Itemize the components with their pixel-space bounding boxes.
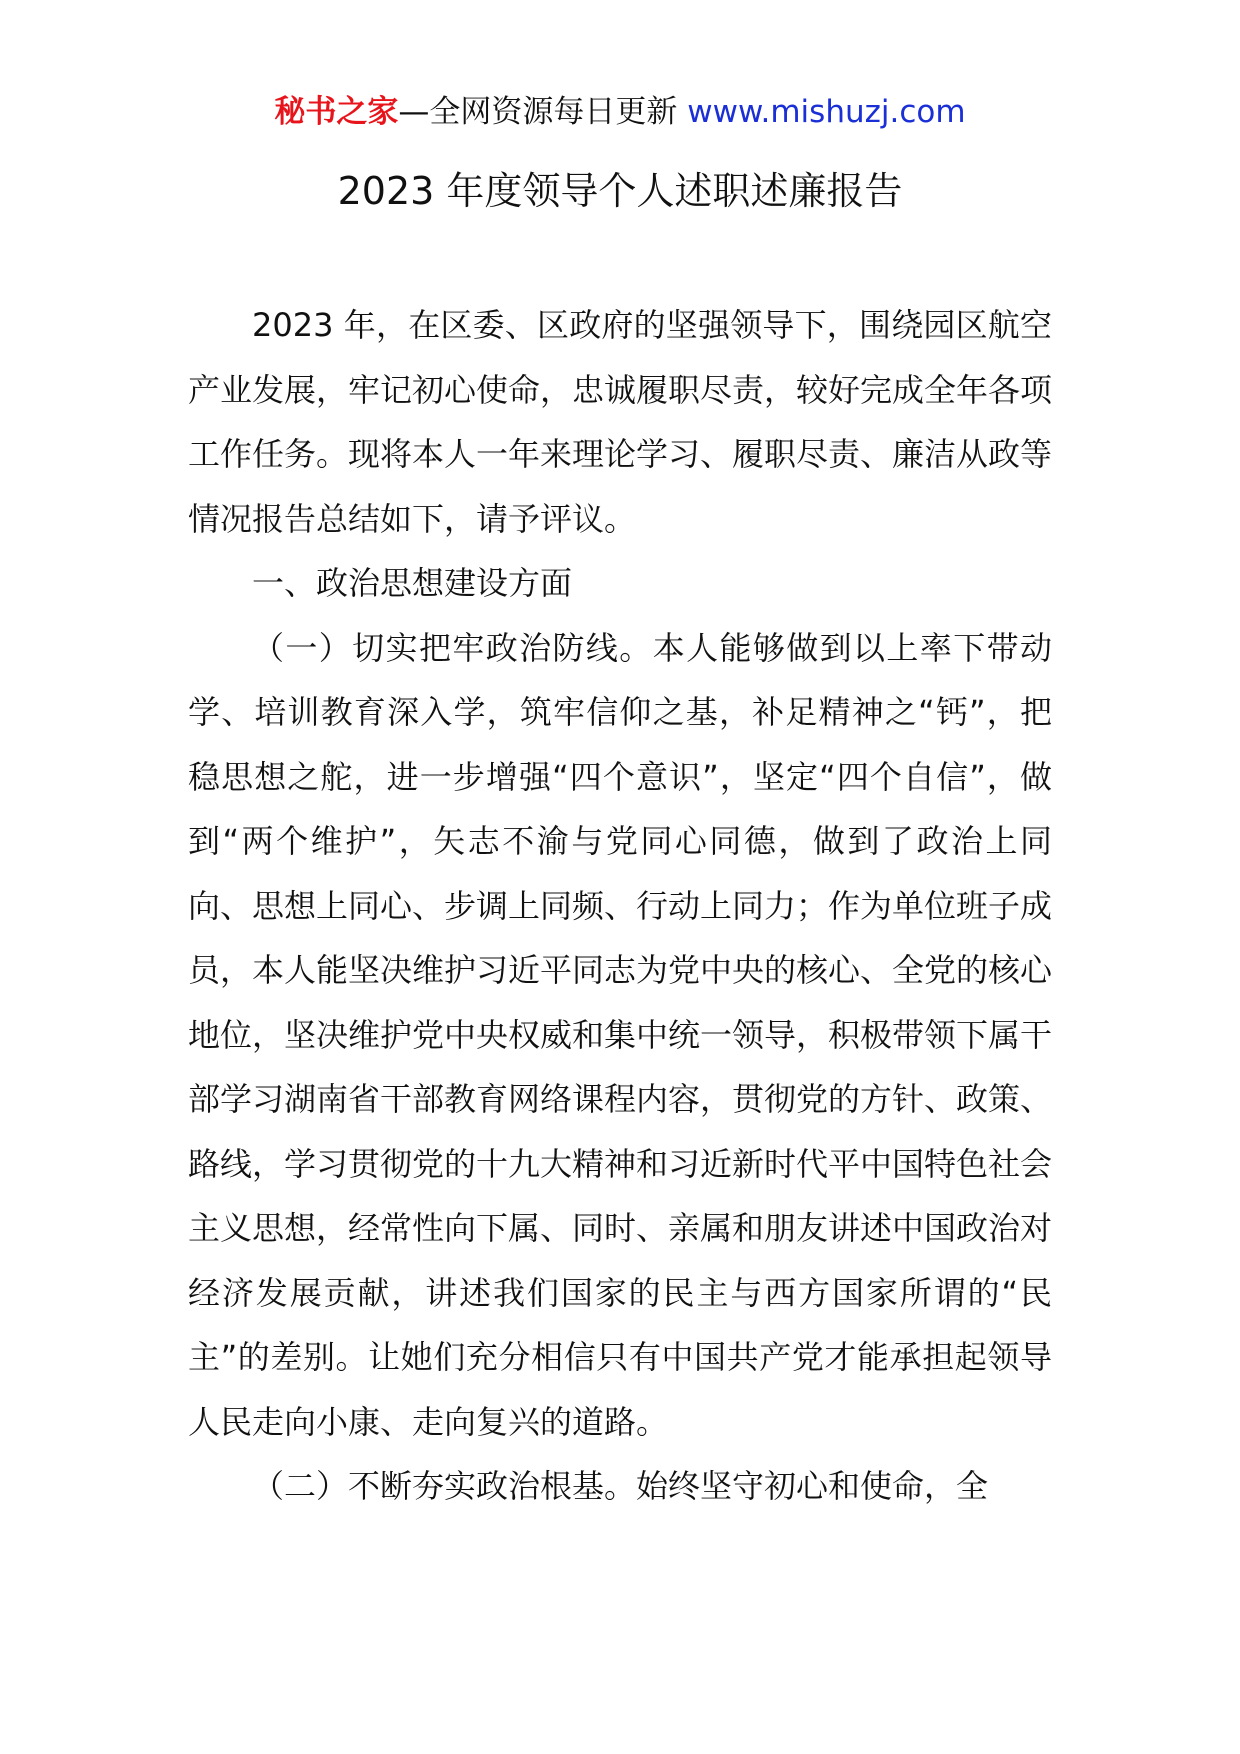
brand-name: 秘书之家 — [274, 94, 399, 130]
body-paragraph: （二）不断夯实政治根基。始终坚守初心和使命，全 — [252, 1467, 989, 1505]
document-title: 2023 年度领导个人述职述廉报告 — [337, 169, 903, 213]
banner-tagline: —全网资源每日更新 — [398, 94, 678, 130]
section-heading: 一、政治思想建设方面 — [252, 564, 573, 602]
document-body — [188, 293, 1052, 1519]
site-url-link[interactable]: www.mishuzj.com — [687, 94, 966, 130]
site-banner — [0, 92, 1240, 132]
intro-paragraph: 2023 年，在区委、区政府的坚强领导下，围绕园区航空产业发展，牢记初心使命，忠诚履职尽责，较好完成全年各项工作任务。现将本人一年来理论学习、履职尽责、廉洁从政等情况报告总结如下，请予评议。 — [188, 306, 1053, 538]
body-paragraph: （一）切实把牢政治防线。本人能够做到以上率下带动学、培训教育深入学，筑牢信仰之基，补足精神之“钙”，把稳思想之舵，进一步增强“四个意识”，坚定“四个自信”，做到“两个维护”，矢志不渝与党同心同德，做到了政治上同向、思想上同心、步调上同频、行动上同力；作为单位班子成员，本人能坚决维护习近平同志为党中央的核心、全党的核心地位，坚决维护党中央权威和集中统一领导，积极带领下属干部学习湖南省干部教育网络课程内容，贯彻党的方针、政策、路线，学习贯彻党的十九大精神和习近新时代平中国特色社会主义思想，经常性向下属、同时、亲属和朋友讲述中国政治对经济发展贡献，讲述我们国家的民主与西方国家所谓的“民主”的差别。让她们充分相信只有中国共产党才能承担起领导人民走向小康、走向复兴的道路。 — [188, 628, 1053, 1441]
